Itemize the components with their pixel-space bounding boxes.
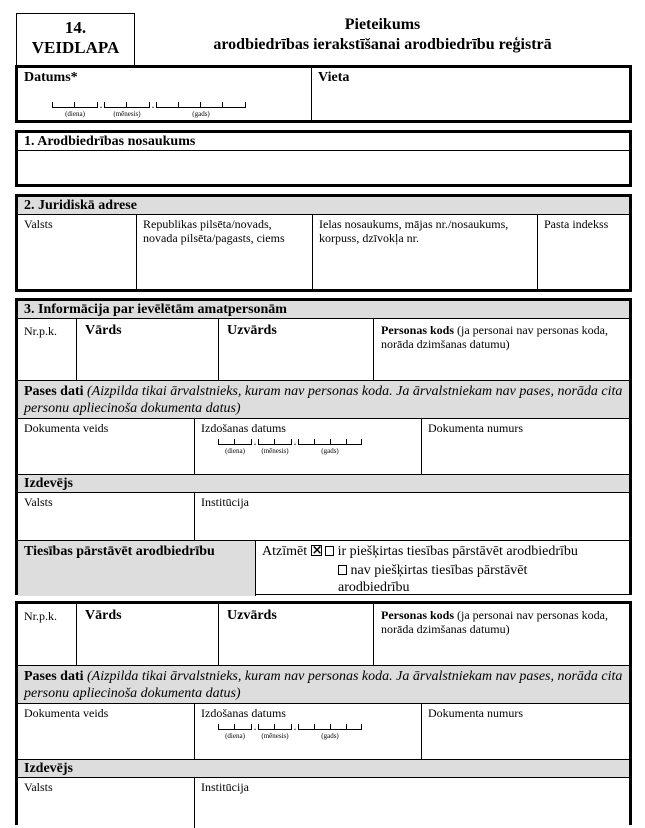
section-1-title: 1. Arodbiedrības nosaukums <box>18 133 629 151</box>
addr-street[interactable] <box>313 215 538 289</box>
checkbox-yes[interactable] <box>325 546 334 556</box>
passport-note: (Aizpilda tikai ārvalstnieks, kuram nav personas koda. Ja ārvalstniekam nav pases, norāda cita personu apliecinoša dokumenta datus) <box>24 384 623 416</box>
form-title <box>150 15 615 55</box>
issuer-header-2 <box>18 759 629 778</box>
doc-type-label: Dokumenta veids <box>24 421 109 435</box>
first-name-label-2: Vārds <box>85 608 122 623</box>
person-2-doc-number[interactable] <box>422 704 629 759</box>
person-1-nr[interactable] <box>18 319 77 381</box>
passport-header-2 <box>18 666 629 704</box>
issue-month-caption-2: (mēnesis) <box>261 732 289 740</box>
person-1-doc-type[interactable] <box>18 419 195 474</box>
person-2-first-name[interactable] <box>77 604 219 666</box>
doc-number-label-2: Dokumenta numurs <box>428 706 523 720</box>
person-1-first-name[interactable] <box>77 319 219 381</box>
month-segment[interactable] <box>104 98 150 118</box>
doc-type-label-2: Dokumenta veids <box>24 706 109 720</box>
checkbox-no[interactable] <box>338 565 347 575</box>
person-1-issuer-country[interactable] <box>18 493 195 540</box>
last-name-label: Uzvārds <box>227 323 277 338</box>
addr-postal-label: Pasta indekss <box>544 217 609 231</box>
issue-day-caption: (diena) <box>225 447 245 455</box>
issuer-institution-label: Institūcija <box>201 495 249 509</box>
doc-number-label: Dokumenta numurs <box>428 421 523 435</box>
option-no: nav piešķirtas tiesības pārstāvēt arodbiedrību <box>338 563 528 595</box>
section-1 <box>15 130 632 187</box>
first-name-label: Vārds <box>85 323 122 338</box>
addr-country-label: Valsts <box>24 217 53 231</box>
issuer-label-2: Izdevējs <box>24 761 73 776</box>
form-number: 14. <box>64 18 87 37</box>
passport-label-2: Pases dati <box>24 669 84 684</box>
section-3 <box>15 298 632 595</box>
issuer-institution-label-2: Institūcija <box>201 780 249 794</box>
person-2-issue-date[interactable] <box>195 704 422 759</box>
day-segment[interactable] <box>52 98 98 118</box>
option-yes: ir piešķirtas tiesības pārstāvēt arodbiedrību <box>337 544 578 559</box>
issuer-country-label: Valsts <box>24 495 53 509</box>
nr-label-2: Nr.p.k. <box>24 609 57 623</box>
addr-postal[interactable] <box>538 215 629 289</box>
person-2-last-name[interactable] <box>219 604 374 666</box>
passport-header <box>18 381 629 419</box>
addr-street-label: Ielas nosaukums, mājas nr./nosaukums, korpuss, dzīvokļa nr. <box>319 217 509 245</box>
person-1-personal-code[interactable] <box>374 319 629 381</box>
date-field[interactable]: (diena) . (mēnesis) . (gads) <box>52 98 246 110</box>
issue-date-label: Izdošanas datums <box>201 421 286 435</box>
issuer-header <box>18 474 629 493</box>
form-name: VEIDLAPA <box>31 38 120 57</box>
pers-code-label-2: Personas kods <box>381 608 455 622</box>
date-label: Datums* <box>24 70 78 85</box>
issue-year-caption-2: (gads) <box>321 732 339 740</box>
pers-code-note-2: (ja personai nav personas koda, norāda dzimšanas datumu) <box>381 608 608 636</box>
pers-code-label: Personas kods <box>381 323 455 337</box>
person-2-personal-code[interactable] <box>374 604 629 666</box>
rights-options <box>256 540 629 596</box>
person-1-doc-number[interactable] <box>422 419 629 474</box>
person-2-issuer-country[interactable] <box>18 778 195 828</box>
checkbox-checked[interactable] <box>311 545 322 556</box>
section-3-title: 3. Informācija par ievēlētām amatpersonām <box>18 301 629 319</box>
passport-note-2: (Aizpilda tikai ārvalstnieks, kuram nav personas koda. Ja ārvalstniekam nav pases, norāda cita personu apliecinoša dokumenta datus) <box>24 669 623 701</box>
year-caption: (gads) <box>192 110 210 118</box>
rights-label: Tiesības pārstāvēt arodbiedrību <box>24 544 215 559</box>
issue-date-field[interactable]: (diena) . (mēnesis) . (gads) <box>218 435 362 449</box>
form-number-box <box>16 13 135 66</box>
year-segment[interactable] <box>156 98 246 118</box>
person-1-last-name[interactable] <box>219 319 374 381</box>
addr-country[interactable] <box>18 215 137 289</box>
person-1-issuer-institution[interactable] <box>195 493 629 540</box>
issue-date-label-2: Izdošanas datums <box>201 706 286 720</box>
union-name-field[interactable] <box>18 151 629 185</box>
last-name-label-2: Uzvārds <box>227 608 277 623</box>
issue-day-caption-2: (diena) <box>225 732 245 740</box>
person-1-issue-date[interactable] <box>195 419 422 474</box>
section-2 <box>15 194 632 292</box>
rights-label-cell <box>18 540 256 596</box>
title-line-2: arodbiedrības ierakstīšanai arodbiedrību reģistrā <box>213 36 552 53</box>
issue-year-caption: (gads) <box>321 447 339 455</box>
addr-city[interactable] <box>137 215 313 289</box>
nr-label: Nr.p.k. <box>24 324 57 338</box>
place-label: Vieta <box>318 70 350 85</box>
passport-label: Pases dati <box>24 384 84 399</box>
section-2-title: 2. Juridiskā adrese <box>18 197 629 215</box>
person-2-issuer-institution[interactable] <box>195 778 629 828</box>
person-block-2 <box>15 601 632 825</box>
issue-month-caption: (mēnesis) <box>261 447 289 455</box>
day-caption: (diena) <box>65 110 85 118</box>
issue-date-field-2[interactable]: (diena) . (mēnesis) . (gads) <box>218 720 362 734</box>
date-place-box <box>15 65 632 123</box>
person-2-nr[interactable] <box>18 604 77 666</box>
issuer-label: Izdevējs <box>24 476 73 491</box>
title-line-1: Pieteikums <box>344 16 421 33</box>
addr-city-label: Republikas pilsēta/novads, novada pilsēta/pagasts, ciems <box>143 217 285 245</box>
issuer-country-label-2: Valsts <box>24 780 53 794</box>
mark-label: Atzīmēt <box>262 544 308 559</box>
person-2-doc-type[interactable] <box>18 704 195 759</box>
month-caption: (mēnesis) <box>113 110 141 118</box>
pers-code-note: (ja personai nav personas koda, norāda dzimšanas datumu) <box>381 323 608 351</box>
